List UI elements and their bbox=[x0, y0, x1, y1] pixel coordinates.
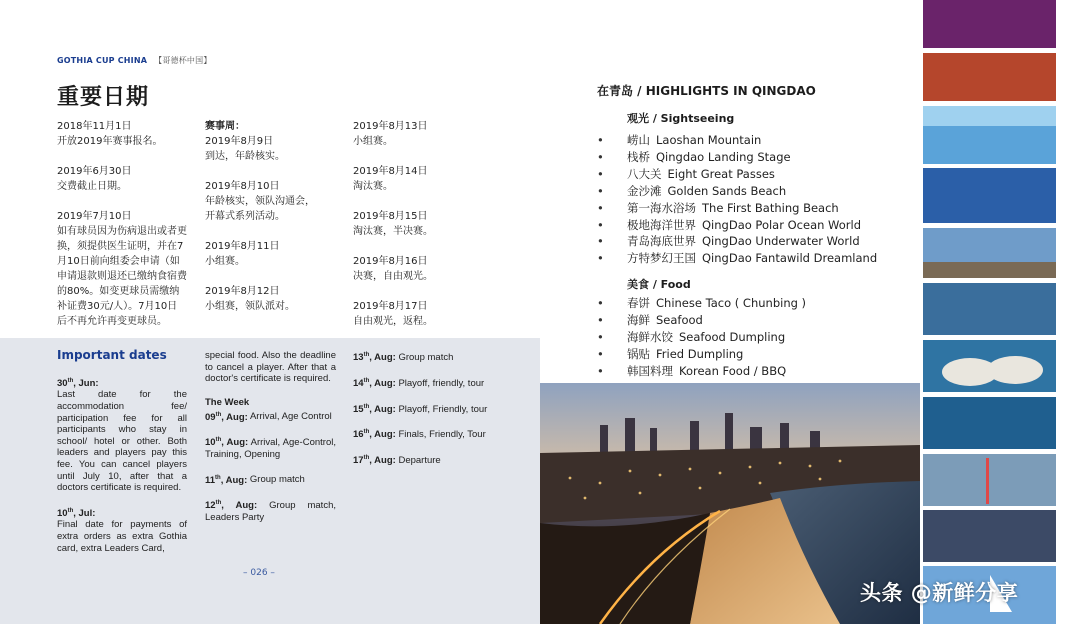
cn-line: 决赛，自由观光。 bbox=[353, 271, 433, 282]
important-dates-heading: Important dates bbox=[57, 348, 167, 362]
date-day: 11 bbox=[205, 474, 216, 486]
date-entry bbox=[353, 402, 488, 416]
date-label bbox=[353, 352, 396, 363]
brand-header bbox=[57, 55, 212, 66]
right-page bbox=[540, 0, 1080, 624]
date-label bbox=[205, 412, 248, 423]
thumbnail-column bbox=[920, 0, 1080, 624]
week-title: The Week bbox=[205, 396, 250, 408]
cn-line: 小组赛，领队派对。 bbox=[205, 301, 295, 312]
cn-line: 如有球员因为伤病退出或者更 bbox=[57, 226, 187, 237]
date-label bbox=[57, 508, 95, 519]
food-item bbox=[597, 329, 806, 346]
date-text: Last date for the accommodation fee/ participation fee for all participants who stay in school/ hotel or other. Both leaders and players pay this fee. You can cancel players until July 10, after that a doctors certificate is required. bbox=[57, 389, 187, 494]
date-suffix: th bbox=[215, 411, 222, 418]
date-month: , Aug: bbox=[220, 474, 248, 486]
cn-date-block bbox=[205, 179, 335, 224]
cn-line: 2019年8月14日 bbox=[353, 166, 428, 177]
item-name-cn: 方特梦幻王国 bbox=[627, 251, 696, 266]
date-month: , Aug: bbox=[369, 429, 396, 441]
item-name-en: Chinese Taco ( Chunbing ) bbox=[656, 296, 807, 310]
brand-name-cn: 【哥德杯中国】 bbox=[154, 56, 212, 65]
food-list bbox=[597, 295, 806, 380]
brand-name: GOTHIA CUP CHINA bbox=[57, 56, 148, 65]
date-label bbox=[205, 475, 247, 486]
date-text: Playoff, Friendly, tour bbox=[398, 403, 488, 415]
sight-item bbox=[597, 183, 877, 200]
cn-date-block bbox=[205, 239, 335, 269]
date-suffix: th bbox=[363, 352, 370, 358]
cn-line: 开放2019年赛事报名。 bbox=[57, 136, 163, 147]
date-suffix: th bbox=[215, 500, 222, 507]
cn-line: 赛事周： bbox=[205, 121, 245, 132]
date-label bbox=[353, 378, 396, 389]
date-suffix: th bbox=[363, 429, 370, 436]
item-name-cn: 金沙滩 bbox=[627, 183, 662, 198]
item-name-en: QingDao Polar Ocean World bbox=[702, 217, 862, 232]
date-suffix: th bbox=[215, 474, 221, 481]
cn-line: 2019年7月10日 bbox=[57, 211, 132, 222]
date-entry bbox=[57, 376, 187, 494]
date-month: , Aug: bbox=[369, 403, 396, 415]
cn-date-block bbox=[353, 209, 483, 239]
date-month: , Aug: bbox=[369, 377, 396, 389]
sight-item bbox=[597, 166, 877, 183]
date-entry bbox=[205, 409, 336, 423]
date-month: , Aug: bbox=[369, 352, 396, 364]
item-name-cn: 第一海水浴场 bbox=[627, 200, 696, 215]
cn-column-2 bbox=[205, 119, 335, 329]
date-label bbox=[205, 500, 257, 511]
item-name-en: Seafood Dumpling bbox=[679, 329, 786, 344]
item-name-en: Eight Great Passes bbox=[667, 166, 775, 181]
date-month: , Aug: bbox=[221, 437, 249, 449]
sight-item bbox=[597, 217, 877, 234]
cn-date-block bbox=[205, 284, 335, 314]
item-name-en: Korean Food / BBQ bbox=[679, 363, 787, 378]
item-name-cn: 锅贴 bbox=[627, 346, 650, 361]
item-name-cn: 韩国料理 bbox=[627, 363, 673, 378]
date-text: Group match bbox=[249, 474, 305, 486]
date-month: , Jun: bbox=[73, 377, 99, 389]
cn-date-block bbox=[57, 209, 189, 329]
cn-line: 交费截止日期。 bbox=[57, 181, 127, 192]
date-day: 13 bbox=[353, 352, 364, 364]
page-title: 重要日期 bbox=[57, 85, 150, 110]
cn-date-block bbox=[353, 299, 483, 329]
date-text: Arrival, Age-Control, Training, Opening bbox=[205, 437, 336, 460]
en-column-3 bbox=[353, 350, 488, 479]
cn-line: 后不再允许再变更球员。 bbox=[57, 316, 167, 327]
cn-date-block bbox=[353, 164, 483, 194]
food-item bbox=[597, 363, 806, 380]
date-text: Departure bbox=[398, 455, 441, 467]
item-name-en: Fried Dumpling bbox=[656, 346, 744, 361]
date-day: 10 bbox=[57, 507, 68, 519]
cn-line: 2019年8月13日 bbox=[353, 121, 428, 132]
item-name-cn: 春饼 bbox=[627, 296, 650, 310]
sight-item bbox=[597, 200, 877, 217]
date-text: Group match, Leaders Party bbox=[205, 500, 336, 523]
date-entry bbox=[353, 427, 488, 441]
date-day: 16 bbox=[353, 429, 364, 441]
date-day: 17 bbox=[353, 455, 364, 467]
sight-item bbox=[597, 132, 877, 149]
en-column-1 bbox=[57, 350, 187, 566]
date-label bbox=[205, 437, 248, 448]
item-name-cn: 崂山 bbox=[627, 133, 650, 147]
date-entry bbox=[353, 376, 488, 390]
date-month: , Aug: bbox=[221, 411, 248, 423]
date-day: 14 bbox=[353, 377, 364, 389]
sightseeing-list bbox=[597, 132, 877, 267]
date-entry bbox=[353, 453, 488, 467]
date-suffix: th bbox=[67, 507, 74, 514]
item-name-en: Qingdao Landing Stage bbox=[656, 149, 791, 164]
cn-line: 换，须提供医生证明，并在7 bbox=[57, 241, 184, 252]
date-label bbox=[57, 378, 99, 389]
sight-item bbox=[597, 233, 877, 250]
sightseeing-title: 观光 / Sightseeing bbox=[627, 112, 735, 125]
cn-line: 淘汰赛，半决赛。 bbox=[353, 226, 433, 237]
photo-strip bbox=[920, 0, 1080, 624]
food-item bbox=[597, 346, 806, 363]
date-entry bbox=[353, 350, 488, 364]
cn-line: 年龄核实，领队沟通会， bbox=[205, 196, 315, 207]
food-title: 美食 / Food bbox=[627, 278, 691, 291]
sight-item bbox=[597, 250, 877, 267]
cn-line: 2019年8月15日 bbox=[353, 211, 428, 222]
cn-line: 的80%。如变更球员需缴纳 bbox=[57, 286, 180, 297]
item-name-en: Golden Sands Beach bbox=[667, 183, 787, 198]
date-label bbox=[353, 455, 396, 466]
date-day: 12 bbox=[205, 500, 216, 512]
date-text: Arrival, Age Control bbox=[249, 411, 332, 423]
date-month: , Aug: bbox=[369, 455, 396, 467]
item-name-en: Laoshan Mountain bbox=[656, 133, 762, 147]
cn-line: 补证费30元/人）。7月10日 bbox=[57, 301, 178, 312]
cn-line: 自由观光，返程。 bbox=[353, 316, 433, 327]
cn-line: 淘汰赛。 bbox=[353, 181, 393, 192]
cn-date-block bbox=[353, 119, 483, 149]
cn-line: 小组赛。 bbox=[353, 136, 393, 147]
item-name-en: The First Bathing Beach bbox=[702, 200, 839, 215]
en-column-2 bbox=[205, 350, 336, 536]
item-name-cn: 栈桥 bbox=[627, 149, 650, 164]
date-text: Finals, Friendly, Tour bbox=[398, 429, 486, 441]
date-suffix: th bbox=[363, 377, 370, 384]
cn-line: 2019年8月9日 bbox=[205, 136, 274, 147]
item-name-en: QingDao Fantawild Dreamland bbox=[702, 251, 878, 266]
cn-date-block bbox=[205, 119, 335, 164]
item-name-en: Seafood bbox=[656, 312, 703, 327]
item-name-cn: 海鲜 bbox=[627, 312, 650, 327]
date-suffix: th bbox=[215, 437, 222, 444]
date-month: , Aug: bbox=[221, 500, 258, 512]
item-name-cn: 极地海洋世界 bbox=[627, 217, 696, 232]
cn-line: 2019年8月10日 bbox=[205, 181, 280, 192]
sight-item bbox=[597, 149, 877, 166]
cn-line: 2019年8月16日 bbox=[353, 256, 428, 267]
cn-line: 月10日前向组委会申请（如 bbox=[57, 256, 180, 267]
item-name-cn: 青岛海底世界 bbox=[627, 234, 696, 249]
cn-date-block bbox=[353, 254, 483, 284]
date-day: 09 bbox=[205, 411, 216, 423]
cn-date-block bbox=[57, 164, 189, 194]
page-number: – 026 – bbox=[243, 568, 275, 578]
date-entry bbox=[205, 498, 336, 523]
en-col2-intro: special food. Also the deadline to cancel a player. After that a doctor's certificate is required. bbox=[205, 350, 336, 385]
cn-line: 2019年8月11日 bbox=[205, 241, 280, 252]
date-text: Final date for payments of extra orders as extra Gothia card, extra Leaders Card, bbox=[57, 519, 187, 554]
date-text: Group match bbox=[398, 352, 454, 364]
date-entry bbox=[205, 435, 336, 460]
watermark: 头条 @新鲜分享 bbox=[860, 581, 1019, 605]
date-suffix: th bbox=[363, 455, 370, 461]
cn-line: 2019年6月30日 bbox=[57, 166, 132, 177]
date-entry bbox=[205, 472, 336, 486]
date-label bbox=[353, 404, 396, 415]
cn-line: 小组赛。 bbox=[205, 256, 245, 267]
date-label bbox=[353, 429, 396, 440]
date-suffix: th bbox=[363, 403, 370, 410]
cn-line: 申请退款则退还已缴纳食宿费 bbox=[57, 271, 187, 282]
cn-line: 2019年8月12日 bbox=[205, 286, 280, 297]
date-entry bbox=[57, 506, 187, 555]
date-day: 15 bbox=[353, 403, 364, 415]
date-day: 30 bbox=[57, 377, 68, 389]
date-day: 10 bbox=[205, 437, 216, 449]
date-month: , Jul: bbox=[73, 507, 96, 519]
item-name-cn: 八大关 bbox=[627, 166, 662, 181]
cn-line: 开幕式系列活动。 bbox=[205, 211, 285, 222]
cn-line: 2018年11月1日 bbox=[57, 121, 132, 132]
date-suffix: th bbox=[67, 377, 74, 384]
cn-column-3 bbox=[353, 119, 483, 344]
food-item bbox=[597, 312, 806, 329]
food-item bbox=[597, 295, 806, 312]
highlights-title: 在青岛 / HIGHLIGHTS IN QINGDAO bbox=[597, 84, 816, 98]
date-text: Playoff, friendly, tour bbox=[398, 377, 485, 389]
item-name-en: QingDao Underwater World bbox=[702, 234, 860, 249]
cn-line: 2019年8月17日 bbox=[353, 301, 428, 312]
cn-column-1 bbox=[57, 119, 189, 344]
cn-line: 到达，年龄核实。 bbox=[205, 151, 285, 162]
cn-date-block bbox=[57, 119, 189, 149]
item-name-cn: 海鲜水饺 bbox=[627, 329, 673, 344]
